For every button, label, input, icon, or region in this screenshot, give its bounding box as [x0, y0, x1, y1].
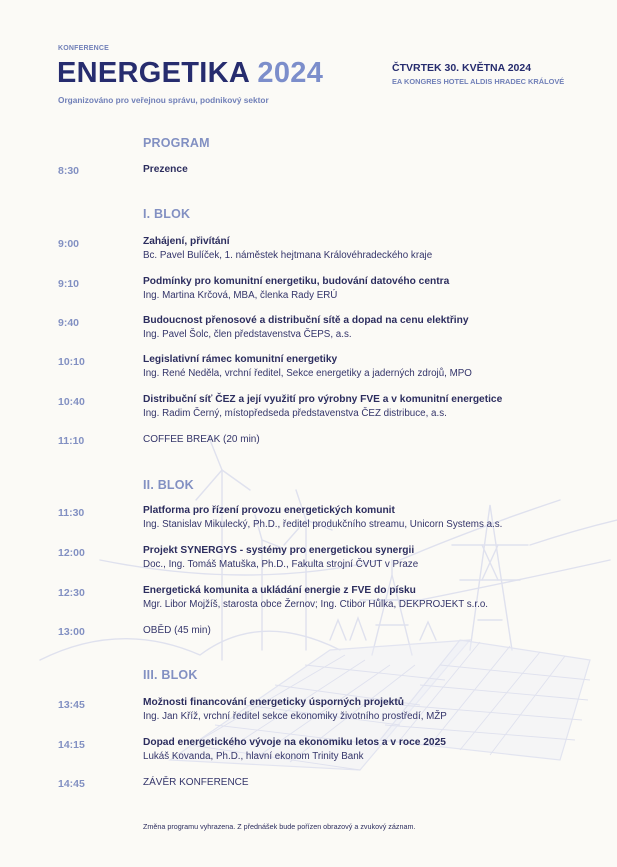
program-disclaimer: Změna programu vyhrazena. Z přednášek bude pořízen obrazový a zvukový záznam. [143, 822, 416, 831]
event-venue: EA KONGRES HOTEL ALDIS HRADEC KRÁLOVÉ [392, 77, 565, 86]
item-time: 13:45 [58, 699, 85, 711]
break-label: OBĚD (45 min) [143, 625, 211, 636]
item-speaker: Bc. Pavel Bulíček, 1. náměstek hejtmana Královéhradeckého kraje [143, 250, 433, 261]
item-time: 14:15 [58, 739, 85, 751]
item-title: Zahájení, přivítání [143, 236, 230, 247]
event-date: ČTVRTEK 30. KVĚTNA 2024 [392, 62, 532, 74]
block-heading-1: I. BLOK [143, 207, 191, 221]
item-speaker: Ing. Radim Černý, místopředseda představenstva ČEZ distribuce, a.s. [143, 408, 447, 419]
event-title [57, 56, 323, 90]
break-label: COFFEE BREAK (20 min) [143, 434, 260, 445]
item-time: 12:00 [58, 547, 85, 559]
item-time: 9:10 [58, 278, 80, 290]
item-time: 10:10 [58, 356, 85, 368]
block-heading-2: II. BLOK [143, 478, 194, 492]
item-title: Distribuční síť ČEZ a její využití pro výrobny FVE a v komunitní energetice [143, 394, 503, 405]
item-time: 9:40 [58, 317, 80, 329]
item-speaker: Ing. Martina Krčová, MBA, členka Rady ERÚ [143, 290, 338, 301]
item-time: 11:30 [58, 507, 85, 519]
item-title: Dopad energetického vývoje na ekonomiku letos a v roce 2025 [143, 737, 446, 748]
item-speaker: Doc., Ing. Tomáš Matuška, Ph.D., Fakulta strojní ČVUT v Praze [143, 559, 419, 570]
item-speaker: Lukáš Kovanda, Ph.D., hlavní ekonom Trinity Bank [143, 751, 364, 762]
item-title: Prezence [143, 164, 188, 175]
item-speaker: Ing. Jan Kříž, vrchní ředitel sekce ekonomiky životního prostředí, MŽP [143, 711, 447, 722]
event-title-main: ENERGETIKA [57, 57, 250, 89]
item-title: Projekt SYNERGYS - systémy pro energetickou synergii [143, 545, 415, 556]
kicker-label: KONFERENCE [58, 45, 110, 52]
item-title: Možnosti financování energeticky úsporných projektů [143, 697, 404, 708]
item-speaker: Mgr. Libor Mojžíš, starosta obce Žernov; Ing. Ctibor Hůlka, DEKPROJEKT s.r.o. [143, 599, 489, 610]
item-time: 11:10 [58, 435, 85, 447]
item-title: Energetická komunita a ukládání energie z FVE do písku [143, 585, 416, 596]
break-label: ZÁVĚR KONFERENCE [143, 777, 249, 788]
item-title: Platforma pro řízení provozu energetických komunit [143, 505, 395, 516]
item-title: Podmínky pro komunitní energetiku, budování datového centra [143, 276, 450, 287]
item-speaker: Ing. René Neděla, vrchní ředitel, Sekce energetiky a jaderných zdrojů, MPO [143, 368, 472, 379]
item-speaker: Ing. Stanislav Mikulecký, Ph.D., ředitel produkčního streamu, Unicorn Systems a.s. [143, 519, 503, 530]
item-speaker: Ing. Pavel Šolc, člen představenstva ČEPS, a.s. [143, 329, 352, 340]
item-time: 13:00 [58, 626, 85, 638]
item-title: Budoucnost přenosové a distribuční sítě a dopad na cenu elektřiny [143, 315, 469, 326]
item-time: 14:45 [58, 778, 85, 790]
event-title-year: 2024 [257, 57, 324, 89]
item-time: 8:30 [58, 165, 80, 177]
item-title: Legislativní rámec komunitní energetiky [143, 354, 338, 365]
program-heading: PROGRAM [143, 136, 210, 150]
item-time: 9:00 [58, 238, 80, 250]
item-time: 10:40 [58, 396, 85, 408]
event-subtitle: Organizováno pro veřejnou správu, podnikový sektor [58, 95, 269, 105]
block-heading-3: III. BLOK [143, 668, 198, 682]
item-time: 12:30 [58, 587, 85, 599]
